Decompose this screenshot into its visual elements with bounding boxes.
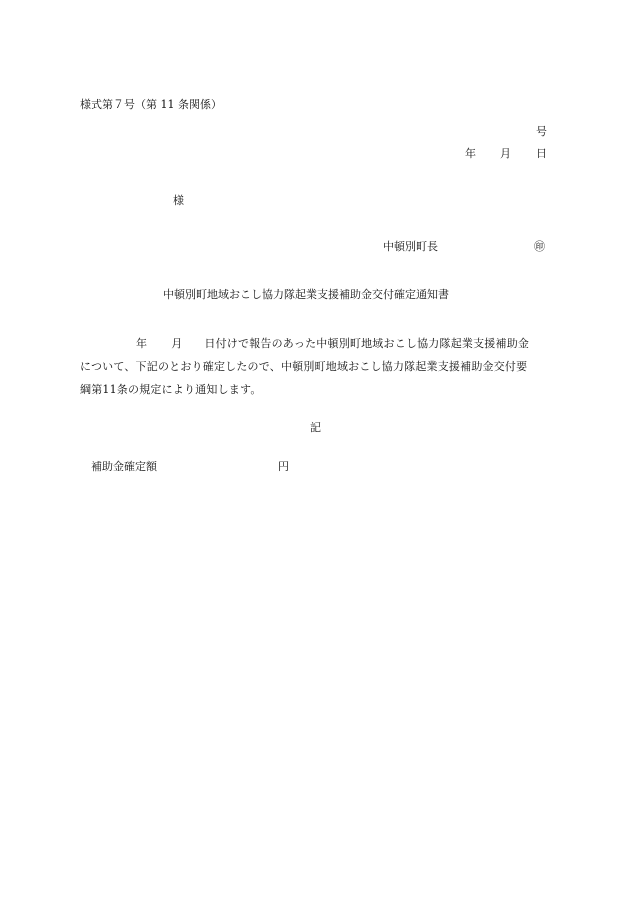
amount-label: 補助金確定額 <box>91 460 157 473</box>
body-line-2: について、下記のとおり確定したので、中頓別町地域おこし協力隊起業支援補助金交付要 <box>80 360 528 373</box>
document-number-suffix: 号 <box>536 125 547 138</box>
document-title: 中頓別町地域おこし協力隊起業支援補助金交付確定通知書 <box>163 288 449 301</box>
date-month-label: 月 <box>500 147 511 160</box>
form-number: 様式第７号（第 11 条関係） <box>80 98 222 111</box>
ki-heading: 記 <box>310 421 321 434</box>
seal-mark: ㊞ <box>534 240 545 253</box>
issuer-title: 中頓別町長 <box>383 240 438 253</box>
date-year-label: 年 <box>465 147 476 160</box>
date-day-label: 日 <box>536 147 547 160</box>
body-year-label: 年 <box>136 337 148 350</box>
amount-unit: 円 <box>278 460 289 473</box>
body-line-1: 日付けで報告のあった中頓別町地域おこし協力隊起業支援補助金 <box>204 337 530 350</box>
body-month-label: 月 <box>171 337 183 350</box>
body-paragraph <box>80 332 550 401</box>
body-line-3: 綱第11条の規定により通知します。 <box>80 383 262 396</box>
addressee-suffix: 様 <box>173 194 184 207</box>
